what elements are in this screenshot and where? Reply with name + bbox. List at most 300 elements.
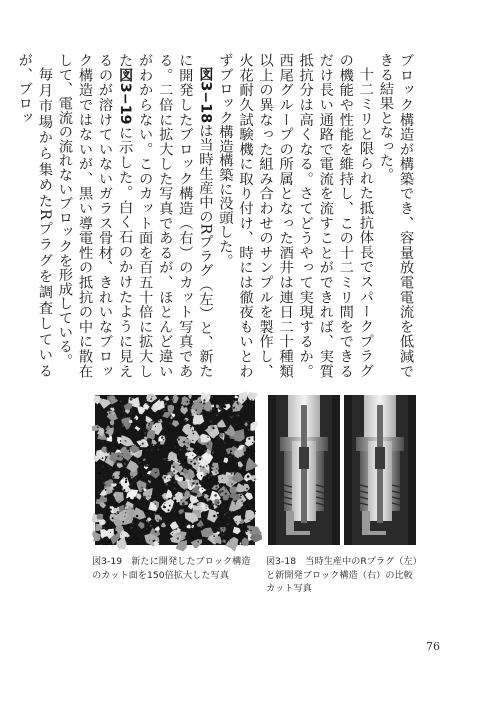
conductive-speck	[155, 426, 156, 427]
conductive-speck	[244, 477, 245, 478]
conductive-speck	[190, 426, 191, 427]
conductive-speck	[214, 494, 217, 497]
conductive-speck	[252, 421, 254, 423]
conductive-speck	[248, 438, 250, 440]
conductive-speck	[192, 423, 193, 424]
conductive-speck	[188, 504, 189, 505]
conductive-speck	[155, 401, 156, 402]
conductive-speck	[253, 410, 254, 411]
conductive-speck	[236, 409, 237, 410]
conductive-speck	[222, 478, 223, 479]
conductive-speck	[188, 443, 189, 444]
conductive-speck	[179, 523, 181, 525]
conductive-speck	[232, 516, 234, 518]
conductive-speck	[111, 471, 113, 473]
conductive-speck	[231, 473, 233, 475]
conductive-speck	[185, 488, 186, 489]
conductive-speck	[130, 527, 132, 529]
conductive-speck	[221, 438, 222, 439]
conductive-speck	[202, 516, 204, 518]
conductive-speck	[100, 487, 102, 489]
conductive-speck	[102, 441, 104, 443]
conductive-speck	[180, 449, 182, 451]
conductive-speck	[202, 489, 203, 490]
conductive-speck	[219, 439, 220, 440]
conductive-speck	[163, 535, 164, 536]
conductive-speck	[178, 439, 180, 441]
conductive-speck	[183, 406, 185, 408]
conductive-speck	[160, 399, 162, 401]
conductive-speck	[167, 478, 168, 479]
conductive-speck	[108, 465, 109, 466]
conductive-speck	[159, 420, 160, 421]
conductive-speck	[204, 500, 206, 502]
conductive-speck	[237, 403, 239, 405]
conductive-speck	[178, 445, 179, 446]
conductive-speck	[181, 517, 182, 518]
conductive-speck	[237, 414, 239, 416]
conductive-speck	[110, 468, 112, 470]
conductive-speck	[125, 494, 126, 495]
conductive-speck	[155, 503, 156, 504]
conductive-speck	[152, 444, 154, 446]
conductive-speck	[147, 482, 149, 484]
conductive-speck	[105, 489, 107, 491]
conductive-speck	[177, 537, 179, 539]
conductive-speck	[230, 450, 232, 452]
conductive-speck	[125, 505, 126, 506]
conductive-speck	[236, 417, 239, 420]
conductive-speck	[239, 467, 242, 470]
conductive-speck	[148, 500, 150, 502]
conductive-speck	[110, 426, 112, 428]
conductive-speck	[177, 502, 179, 504]
glass-particle	[92, 533, 101, 541]
conductive-speck	[182, 492, 184, 494]
conductive-speck	[214, 446, 215, 447]
conductive-speck	[206, 465, 208, 467]
conductive-speck	[227, 398, 229, 400]
conductive-speck	[125, 512, 126, 513]
conductive-speck	[110, 509, 112, 511]
conductive-speck	[204, 423, 206, 425]
conductive-speck	[139, 462, 141, 464]
figure-reference: 図3−18	[197, 67, 214, 124]
conductive-speck	[212, 451, 214, 453]
conductive-speck	[235, 503, 236, 504]
conductive-speck	[109, 420, 111, 422]
conductive-speck	[150, 525, 152, 527]
conductive-speck	[193, 433, 195, 435]
conductive-speck	[142, 475, 144, 477]
conductive-speck	[232, 536, 234, 538]
conductive-speck	[190, 479, 191, 480]
conductive-speck	[194, 446, 195, 447]
conductive-speck	[142, 465, 143, 466]
conductive-speck	[215, 483, 218, 486]
conductive-speck	[224, 410, 225, 411]
conductive-speck	[231, 498, 233, 500]
conductive-speck	[212, 469, 213, 470]
conductive-speck	[108, 492, 109, 493]
conductive-speck	[110, 532, 111, 533]
conductive-speck	[210, 410, 212, 412]
conductive-speck	[121, 423, 124, 426]
conductive-speck	[171, 397, 173, 399]
conductive-speck	[117, 461, 119, 463]
conductive-speck	[163, 409, 165, 411]
conductive-speck	[222, 534, 224, 536]
conductive-speck	[157, 519, 158, 520]
conductive-speck	[219, 491, 222, 494]
conductive-speck	[250, 530, 252, 532]
conductive-speck	[159, 411, 160, 412]
conductive-speck	[241, 500, 243, 502]
conductive-speck	[177, 460, 179, 462]
conductive-speck	[112, 407, 113, 408]
conductive-speck	[194, 463, 196, 465]
conductive-speck	[159, 519, 161, 521]
conductive-speck	[234, 455, 235, 456]
conductive-speck	[127, 498, 129, 500]
conductive-speck	[105, 521, 107, 523]
conductive-speck	[184, 459, 186, 461]
conductive-speck	[104, 527, 105, 528]
conductive-speck	[169, 470, 171, 472]
conductive-speck	[198, 426, 199, 427]
conductive-speck	[198, 463, 199, 464]
conductive-speck	[115, 398, 117, 400]
conductive-speck	[163, 439, 165, 441]
conductive-speck	[216, 414, 218, 416]
conductive-speck	[145, 465, 147, 467]
conductive-speck	[202, 447, 203, 448]
conductive-speck	[196, 538, 197, 539]
conductive-speck	[165, 543, 166, 544]
conductive-speck	[180, 499, 182, 501]
conductive-speck	[243, 510, 244, 511]
conductive-speck	[215, 504, 217, 506]
conductive-speck	[123, 463, 124, 464]
conductive-speck	[218, 452, 220, 454]
conductive-speck	[95, 404, 96, 405]
conductive-speck	[203, 407, 204, 408]
conductive-speck	[247, 525, 248, 526]
conductive-speck	[207, 437, 208, 438]
conductive-speck	[117, 489, 118, 490]
conductive-speck	[164, 458, 166, 460]
conductive-speck	[203, 402, 205, 404]
conductive-speck	[163, 454, 165, 456]
conductive-speck	[181, 475, 182, 476]
conductive-speck	[148, 522, 150, 524]
conductive-speck	[230, 416, 232, 418]
conductive-speck	[228, 397, 229, 398]
conductive-speck	[217, 505, 219, 507]
conductive-speck	[222, 531, 223, 532]
conductive-speck	[201, 476, 202, 477]
conductive-speck	[138, 458, 140, 460]
conductive-speck	[192, 440, 193, 441]
conductive-speck	[163, 505, 165, 507]
conductive-speck	[209, 505, 210, 506]
conductive-speck	[116, 441, 118, 443]
text-run: は当時生産中のRプラグ（左）と、新たに開発したブロック構造（右）のカット写真である。二倍に拡大した写真であるが、ほとんど違いがわからない。このカット面を百五十倍に拡大した	[117, 53, 214, 378]
conductive-speck	[151, 451, 153, 453]
conductive-speck	[251, 399, 252, 400]
conductive-speck	[189, 530, 191, 532]
conductive-speck	[182, 502, 185, 505]
conductive-speck	[96, 531, 98, 533]
conductive-speck	[115, 444, 116, 445]
conductive-speck	[117, 511, 119, 513]
conductive-speck	[131, 484, 133, 486]
conductive-speck	[116, 507, 118, 509]
conductive-speck	[239, 457, 240, 458]
conductive-speck	[135, 418, 136, 419]
conductive-speck	[117, 415, 119, 417]
conductive-speck	[213, 397, 215, 399]
conductive-speck	[104, 484, 106, 486]
conductive-speck	[184, 495, 185, 496]
conductive-speck	[203, 399, 205, 401]
conductive-speck	[185, 500, 187, 502]
conductive-speck	[146, 528, 148, 530]
conductive-speck	[117, 455, 119, 457]
conductive-speck	[104, 495, 106, 497]
caption-line: 図3-18 当時生産中のRプラグ（左）	[266, 556, 422, 567]
conductive-speck	[194, 495, 196, 497]
conductive-speck	[189, 412, 190, 413]
conductive-speck	[192, 537, 194, 539]
conductive-speck	[149, 423, 151, 425]
conductive-speck	[132, 508, 133, 509]
conductive-speck	[162, 483, 164, 485]
conductive-speck	[231, 484, 232, 485]
conductive-speck	[161, 436, 163, 438]
conductive-speck	[119, 490, 121, 492]
conductive-speck	[229, 416, 230, 417]
text-run: 十二ミリと限られた抵抗体長でスパークプラグの機能や性能を維持し、この十二ミリ間をできるだけ長い通路で電流を流すことができれば、実質抵抗分は高くなる。さてどうやって実現するか。西尾グループの所属となった酒井は連日二十種類以上の異なった組み合わせのサンプルを製作し、火花耐久試験機に取り付け、時には徹夜もいとわずブロック構造構築に没頭した。	[217, 53, 374, 378]
conductive-speck	[195, 409, 197, 411]
conductive-speck	[206, 473, 208, 475]
conductive-speck	[95, 447, 97, 449]
conductive-speck	[212, 416, 213, 417]
conductive-speck	[211, 438, 213, 440]
conductive-speck	[175, 446, 177, 448]
conductive-speck	[148, 487, 150, 489]
body-text	[16, 53, 416, 378]
text-run: 毎月市場から集めたRプラグを調査しているが、ブロッ	[16, 53, 53, 378]
conductive-speck	[200, 465, 202, 467]
conductive-speck	[95, 434, 96, 435]
conductive-speck	[140, 475, 142, 477]
conductive-speck	[172, 533, 173, 534]
conductive-speck	[123, 417, 124, 418]
conductive-speck	[212, 466, 214, 468]
conductive-speck	[243, 457, 244, 458]
conductive-speck	[154, 513, 156, 515]
conductive-speck	[140, 445, 141, 446]
conductive-speck	[225, 488, 226, 489]
conductive-speck	[105, 431, 106, 432]
conductive-speck	[154, 528, 155, 529]
conductive-speck	[190, 428, 191, 429]
conductive-speck	[186, 456, 188, 458]
conductive-speck	[119, 501, 120, 502]
conductive-speck	[224, 442, 226, 444]
conductive-speck	[119, 417, 120, 418]
conductive-speck	[175, 543, 176, 544]
conductive-speck	[147, 403, 149, 405]
conductive-speck	[148, 496, 149, 497]
conductive-speck	[245, 421, 246, 422]
conductive-speck	[132, 522, 134, 524]
conductive-speck	[211, 475, 213, 477]
conductive-speck	[135, 537, 137, 539]
conductive-speck	[99, 472, 101, 474]
conductive-speck	[160, 507, 162, 509]
conductive-speck	[187, 438, 188, 439]
conductive-speck	[206, 526, 208, 528]
conductive-speck	[105, 425, 107, 427]
conductive-speck	[227, 422, 229, 424]
conductive-speck	[138, 501, 140, 503]
conductive-speck	[227, 418, 228, 419]
conductive-speck	[168, 509, 170, 511]
caption-line: のカット面を150倍拡大した写真	[92, 569, 229, 581]
conductive-speck	[224, 513, 226, 515]
conductive-speck	[150, 512, 151, 513]
conductive-speck	[113, 487, 116, 490]
conductive-speck	[207, 443, 209, 445]
conductive-speck	[98, 491, 100, 493]
conductive-speck	[105, 476, 107, 478]
conductive-speck	[119, 462, 121, 464]
conductive-speck	[254, 406, 255, 407]
conductive-speck	[147, 465, 149, 467]
conductive-speck	[192, 443, 193, 444]
conductive-speck	[240, 521, 241, 522]
conductive-speck	[125, 414, 127, 416]
conductive-speck	[153, 540, 155, 542]
conductive-speck	[252, 442, 254, 444]
conductive-speck	[169, 540, 170, 541]
conductive-speck	[107, 435, 110, 438]
conductive-speck	[161, 451, 162, 452]
conductive-speck	[227, 530, 228, 531]
right-plug	[352, 395, 408, 545]
conductive-speck	[221, 490, 223, 492]
conductive-speck	[247, 475, 250, 478]
conductive-speck	[202, 466, 204, 468]
conductive-speck	[152, 517, 154, 519]
conductive-speck	[144, 432, 146, 434]
conductive-speck	[166, 483, 169, 486]
conductive-speck	[144, 497, 146, 499]
conductive-speck	[249, 433, 250, 434]
conductive-speck	[200, 447, 201, 448]
conductive-speck	[157, 511, 159, 513]
conductive-speck	[168, 429, 170, 431]
conductive-speck	[212, 427, 214, 429]
conductive-speck	[125, 481, 127, 483]
conductive-speck	[122, 456, 123, 457]
conductive-speck	[146, 477, 147, 478]
conductive-speck	[124, 516, 125, 517]
conductive-speck	[147, 446, 149, 448]
conductive-speck	[125, 440, 126, 441]
conductive-speck	[173, 466, 175, 468]
conductive-speck	[146, 518, 148, 520]
conductive-speck	[192, 482, 195, 485]
conductive-speck	[185, 536, 187, 538]
paragraph	[55, 53, 216, 378]
conductive-speck	[244, 411, 246, 413]
conductive-speck	[229, 541, 230, 542]
conductive-speck	[160, 475, 161, 476]
conductive-speck	[141, 489, 143, 491]
conductive-speck	[240, 494, 242, 496]
conductive-speck	[135, 479, 137, 481]
conductive-speck	[229, 428, 230, 429]
paragraph	[215, 53, 376, 378]
paragraph	[376, 53, 416, 378]
conductive-speck	[108, 410, 109, 411]
conductive-speck	[108, 429, 109, 430]
conductive-speck	[134, 497, 135, 498]
conductive-speck	[178, 453, 179, 454]
conductive-speck	[130, 398, 133, 401]
conductive-speck	[186, 530, 187, 531]
conductive-speck	[125, 478, 127, 480]
conductive-speck	[174, 499, 176, 501]
conductive-speck	[214, 417, 216, 419]
conductive-speck	[218, 516, 220, 518]
conductive-speck	[105, 543, 107, 545]
left-plug	[276, 395, 332, 545]
conductive-speck	[233, 407, 235, 409]
conductive-speck	[187, 401, 189, 403]
conductive-speck	[133, 486, 134, 487]
conductive-speck	[224, 405, 227, 408]
conductive-speck	[149, 540, 150, 541]
conductive-speck	[121, 446, 122, 447]
conductive-speck	[240, 443, 241, 444]
conductive-speck	[113, 495, 114, 496]
conductive-speck	[221, 501, 222, 502]
conductive-speck	[232, 525, 234, 527]
conductive-speck	[197, 454, 198, 455]
conductive-speck	[150, 398, 152, 400]
conductive-speck	[107, 520, 108, 521]
conductive-speck	[166, 423, 168, 425]
conductive-speck	[178, 512, 179, 513]
conductive-speck	[123, 489, 125, 491]
conductive-speck	[199, 396, 200, 397]
conductive-speck	[254, 537, 255, 538]
conductive-speck	[132, 476, 133, 477]
figure-reference: 図3−19	[117, 67, 134, 125]
figure-3-18-photo	[268, 395, 416, 545]
conductive-speck	[171, 460, 173, 462]
conductive-speck	[140, 440, 141, 441]
conductive-speck	[172, 399, 174, 401]
conductive-speck	[218, 455, 220, 457]
conductive-speck	[233, 400, 235, 402]
conductive-speck	[252, 485, 253, 486]
conductive-speck	[164, 476, 166, 478]
